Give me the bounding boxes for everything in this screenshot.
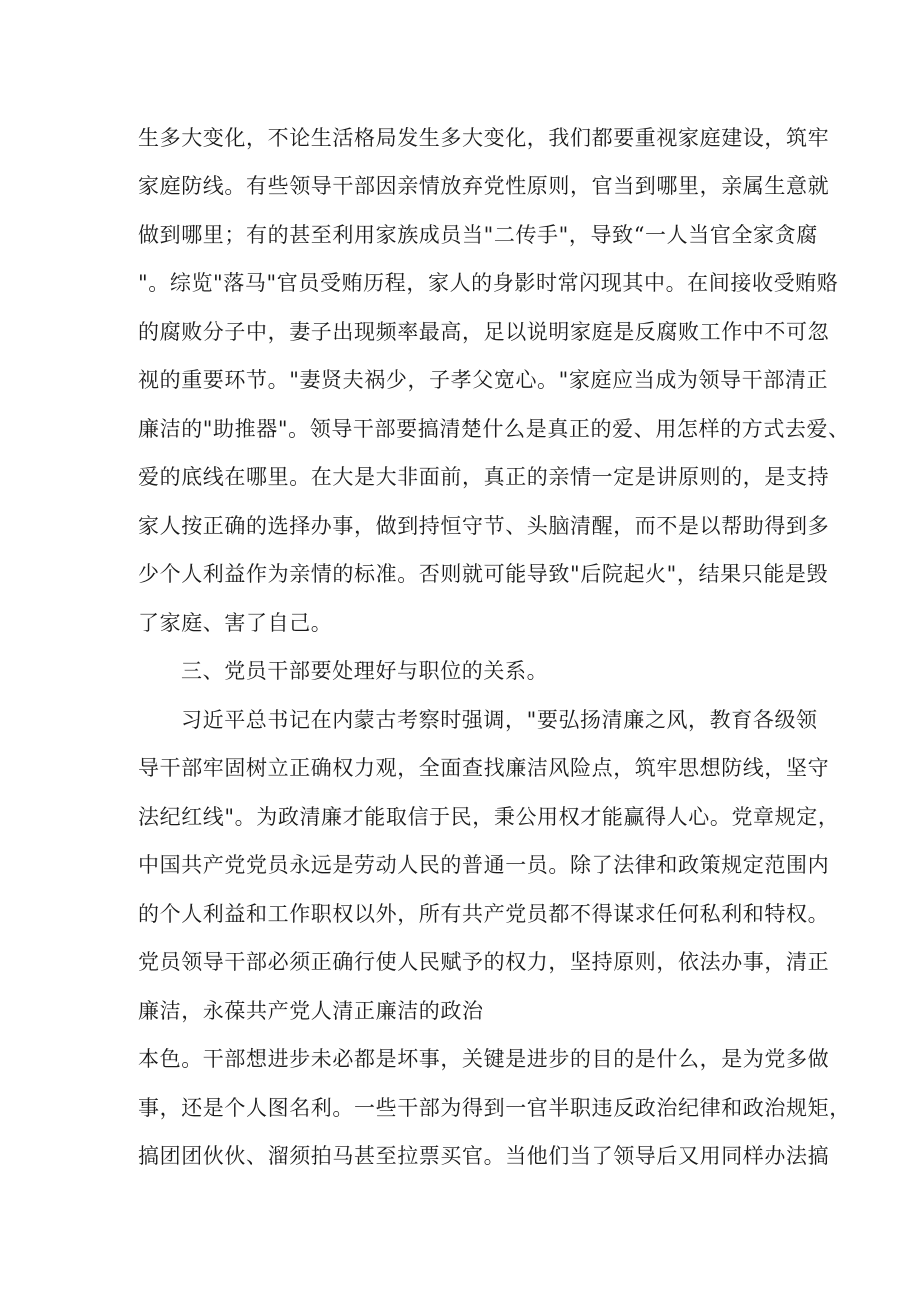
text-line: 习近平总书记在内蒙古考察时强调，"要弘扬清廉之风，教育各级领	[181, 708, 818, 732]
text-line: 家庭防线。有些领导干部因亲情放弃党性原则，官当到哪里，亲属生意就	[138, 174, 830, 198]
text-line: 生多大变化，不论生活格局发生多大变化，我们都要重视家庭建设，筑牢	[138, 126, 830, 150]
text-line: 廉洁的"助推器"。领导干部要搞清楚什么是真正的爱、用怎样的方式去爱、	[138, 417, 850, 441]
text-line: 的腐败分子中，妻子出现频率最高，足以说明家庭是反腐败工作中不可忽	[138, 320, 830, 344]
text-line: 导干部牢固树立正确权力观，全面查找廉洁风险点，筑牢思想防线，坚守	[138, 756, 830, 780]
text-line: 少个人利益作为亲情的标准。否则就可能导致"后院起火"，结果只能是毁	[138, 562, 829, 586]
text-line: 法纪红线"。为政清廉才能取信于民，秉公用权才能赢得人心。党章规定，	[138, 805, 840, 829]
section-heading: 三、党员干部要处理好与职位的关系。	[181, 659, 549, 683]
text-line: 爱的底线在哪里。在大是大非面前，真正的亲情一定是讲原则的，是支持	[138, 465, 830, 489]
text-line: 廉洁，永葆共产党人清正廉洁的政治	[138, 999, 484, 1023]
text-line: 视的重要环节。"妻贤夫祸少，子孝父宽心。"家庭应当成为领导干部清正	[138, 368, 829, 392]
text-line: 家人按正确的选择办事，做到持恒守节、头脑清醒，而不是以帮助得到多	[138, 514, 830, 538]
text-line: 做到哪里；有的甚至利用家族成员当"二传手"，导致“一人当官全家贪腐	[138, 223, 818, 247]
text-line: 了家庭、害了自己。	[138, 611, 333, 635]
text-line: 搞团团伙伙、溜须拍马甚至拉票买官。当他们当了领导后又用同样办法搞	[138, 1144, 830, 1168]
text-line: 的个人利益和工作职权以外，所有共产党员都不得谋求任何私利和特权。	[138, 902, 830, 926]
text-line: 中国共产党党员永远是劳动人民的普通一员。除了法律和政策规定范围内	[138, 853, 830, 877]
text-line: 事，还是个人图名利。一些干部为得到一官半职违反政治纪律和政治规矩，	[138, 1096, 851, 1120]
text-line: 党员领导干部必须正确行使人民赋予的权力，坚持原则，依法办事，清正	[138, 950, 830, 974]
text-line: 本色。干部想进步未必都是坏事，关键是进步的目的是什么，是为党多做	[138, 1047, 830, 1071]
text-line: "。综览"落马"官员受贿历程，家人的身影时常闪现其中。在间接收受贿赂	[138, 271, 839, 295]
